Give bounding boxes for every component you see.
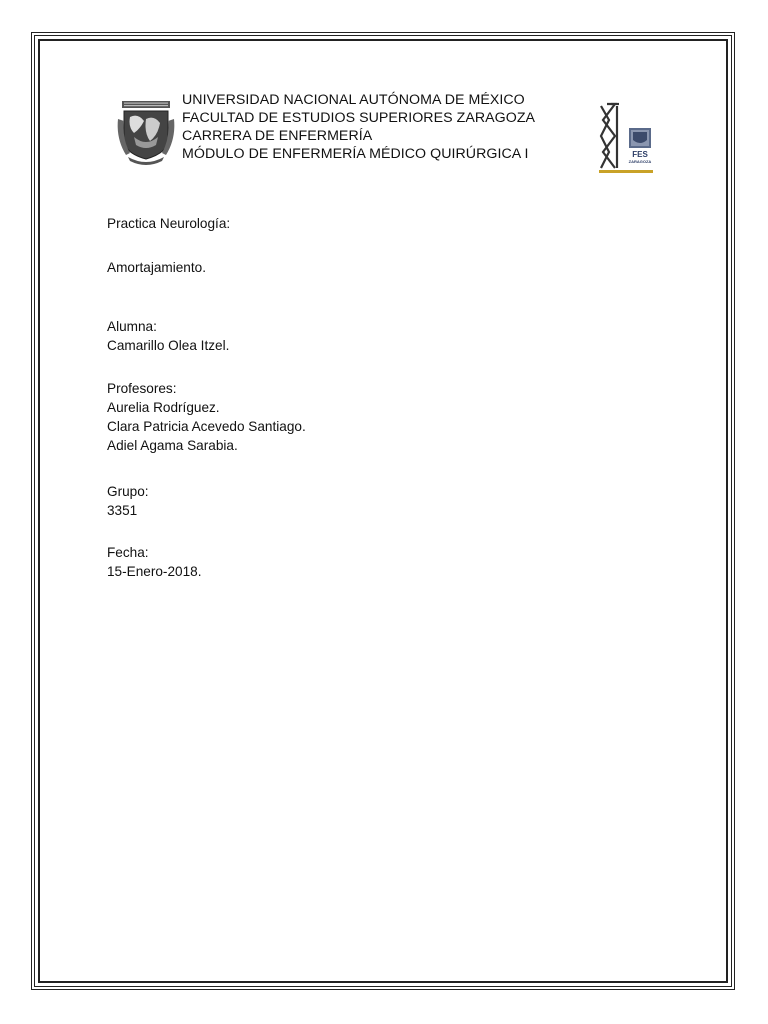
group-block	[107, 482, 149, 520]
fes-logo-text: FES	[632, 150, 648, 159]
practice-title: Practica Neurología:	[107, 216, 231, 231]
student-name: Camarillo Olea Itzel.	[107, 338, 230, 353]
header-module: MÓDULO DE ENFERMERÍA MÉDICO QUIRÚRGICA I	[182, 146, 529, 162]
fes-logo-subtext: ZARAGOZA	[628, 159, 652, 164]
institution-header	[182, 91, 535, 163]
student-block	[107, 317, 229, 355]
professors-label: Profesores:	[107, 381, 177, 396]
professor-item: Adiel Agama Sarabia.	[107, 438, 238, 453]
student-label: Alumna:	[107, 319, 157, 334]
professors-block	[107, 379, 306, 455]
group-value: 3351	[107, 503, 138, 518]
unam-seal-logo	[116, 99, 176, 167]
date-value: 15-Enero-2018.	[107, 564, 202, 579]
header-faculty: FACULTAD DE ESTUDIOS SUPERIORES ZARAGOZA	[182, 110, 536, 126]
professor-item: Clara Patricia Acevedo Santiago.	[107, 419, 306, 434]
header-career: CARRERA DE ENFERMERÍA	[182, 128, 373, 144]
group-label: Grupo:	[107, 484, 149, 499]
header-university: UNIVERSIDAD NACIONAL AUTÓNOMA DE MÉXICO	[182, 92, 525, 108]
professor-item: Aurelia Rodríguez.	[107, 400, 220, 415]
date-block	[107, 543, 201, 581]
fes-zaragoza-logo	[597, 100, 655, 174]
date-label: Fecha:	[107, 545, 149, 560]
topic-title: Amortajamiento.	[107, 260, 206, 275]
